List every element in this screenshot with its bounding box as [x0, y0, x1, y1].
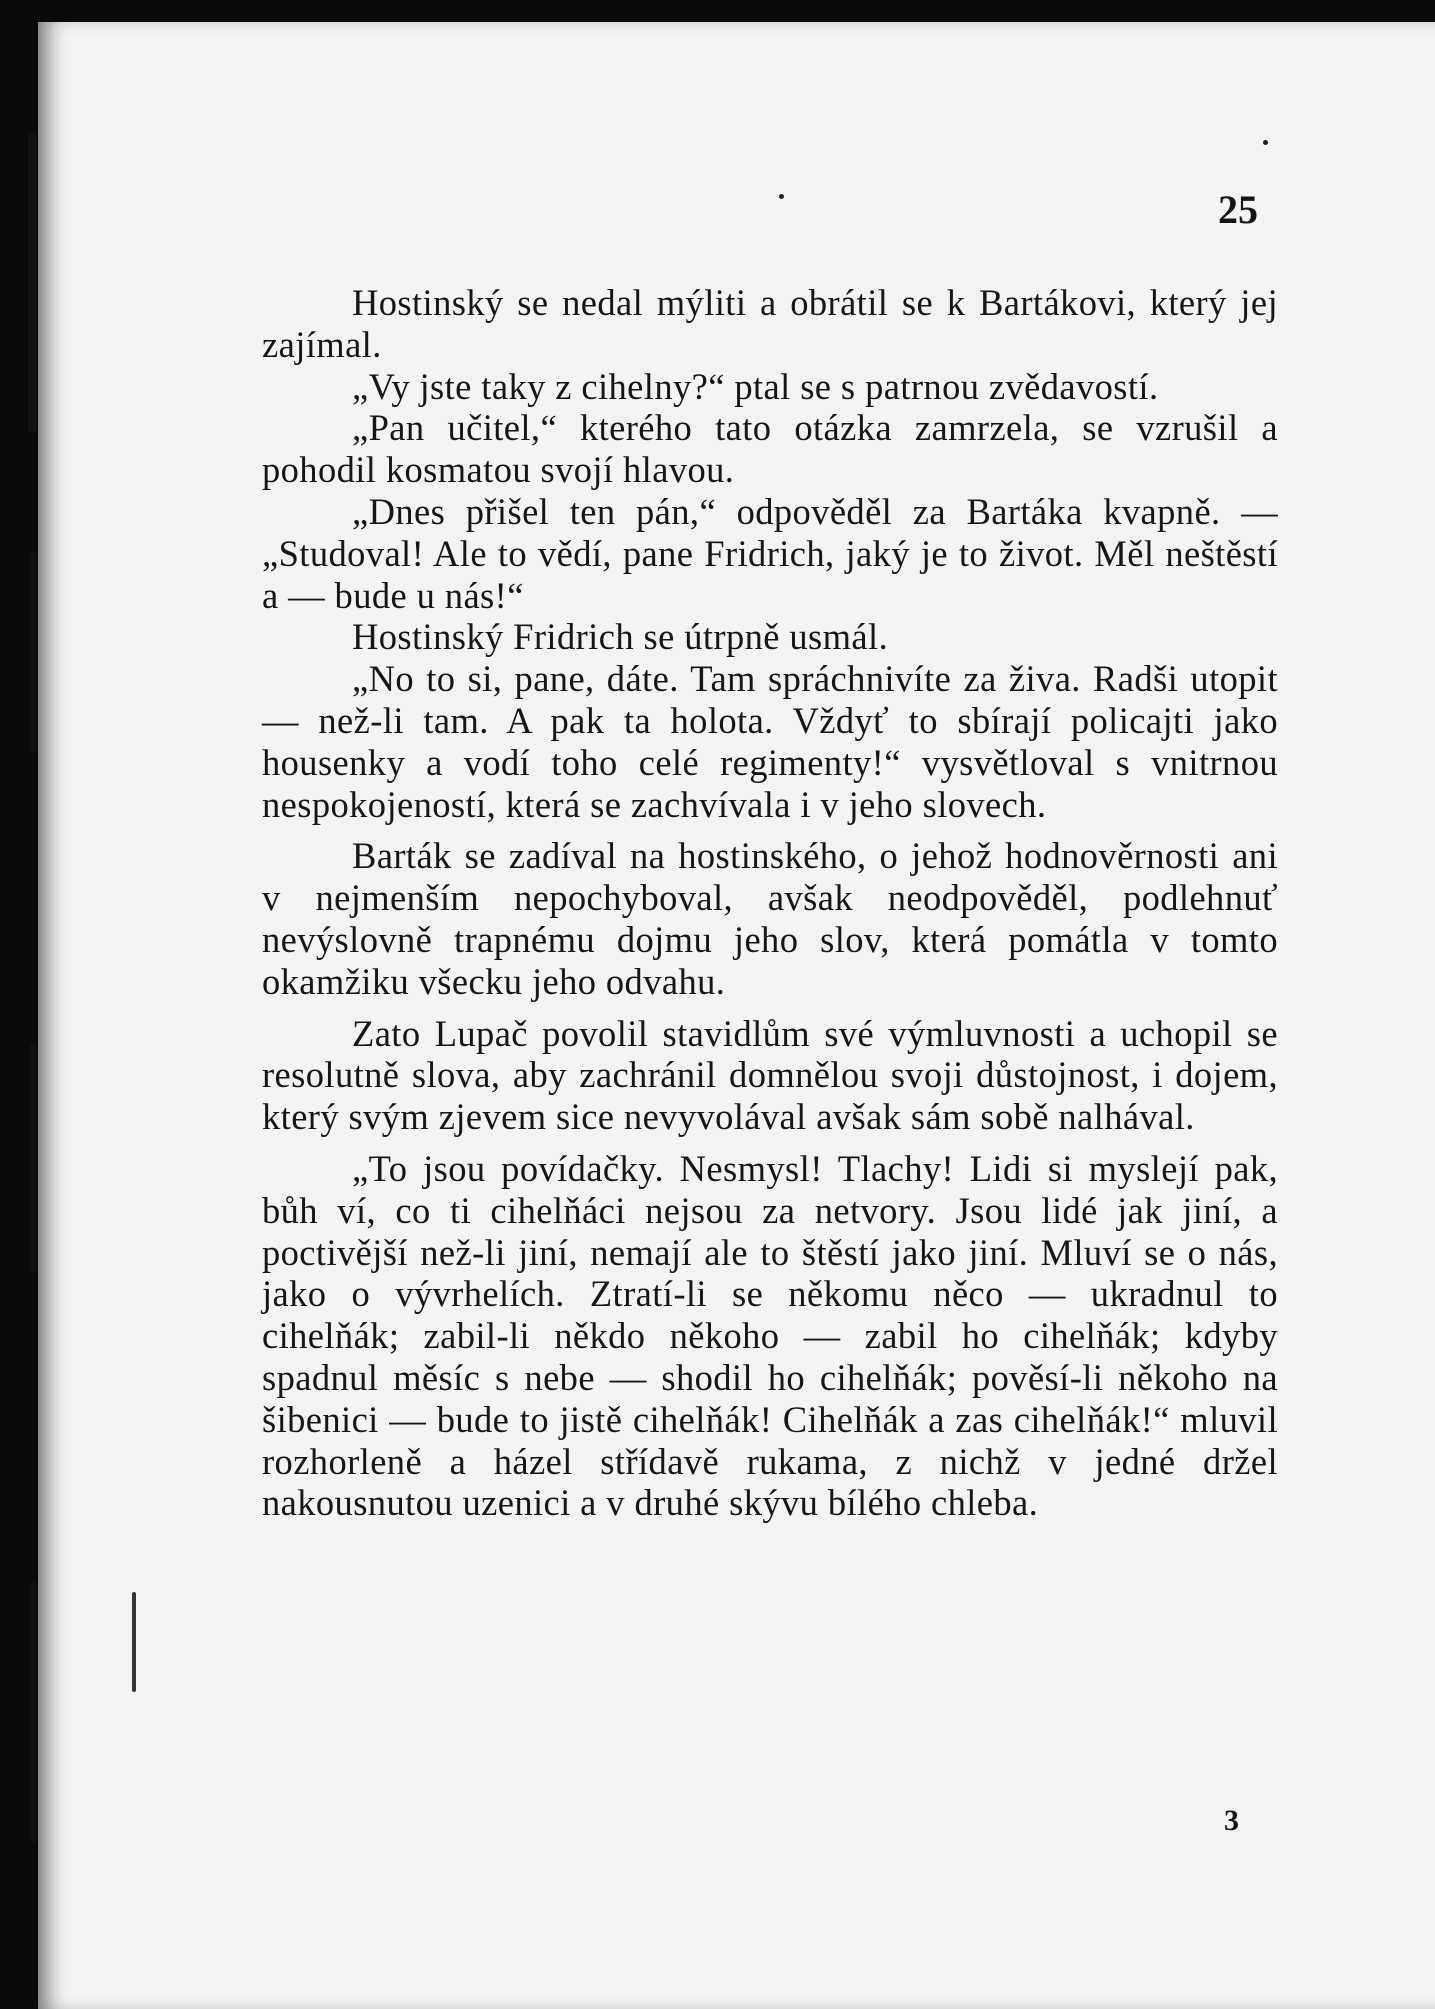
paragraph: Barták se zadíval na hostinského, o jehož hodnověrnosti ani v nejmenším nepochyboval, avšak neodpověděl, podlehnuť nevýslovně trapnému dojmu jeho slov, která pomátla v tomto okamžiku všecku jeho odvahu. — [262, 835, 1278, 1002]
binding-mark — [132, 1592, 136, 1692]
ink-speck — [779, 194, 784, 199]
ink-speck — [1263, 140, 1268, 145]
printer-signature: 3 — [1224, 1804, 1239, 1837]
paragraph: „No to si, pane, dáte. Tam spráchnivíte za živa. Radši utopit — než-li tam. A pak ta holota. Vždyť to sbírají policajti jako housenky a vodí toho celé regimenty!“ vysvětloval s vnitrnou nespokojeností, která se zachvívala i v jeho slovech. — [262, 658, 1278, 825]
binding-mark — [30, 552, 36, 752]
paragraph: „Dnes přišel ten pán,“ odpověděl za Bartáka kvapně. — „Studoval! Ale to vědí, pane Fridrich, jaký je to život. Měl neštěstí a — bude u nás!“ — [262, 490, 1278, 616]
paragraph: Hostinský se nedal mýliti a obrátil se k Bartákovi, který jej zajímal. — [262, 282, 1278, 365]
binding-mark — [30, 1582, 36, 1842]
page-number: 25 — [1218, 187, 1258, 232]
binding-mark — [30, 1042, 36, 1272]
paragraph: Hostinský Fridrich se útrpně usmál. — [352, 616, 889, 658]
binding-mark — [28, 132, 37, 432]
paragraph: „Vy jste taky z cihelny?“ ptal se s patrnou zvědavostí. — [352, 365, 1159, 407]
body-text — [262, 282, 1278, 1524]
paragraph: „Pan učitel,“ kterého tato otázka zamrzela, se vzrušil a pohodil kosmatou svojí hlavou. — [262, 407, 1278, 491]
paragraph: „To jsou povídačky. Nesmysl! Tlachy! Lidi si myslejí pak, bůh ví, co ti cihelňáci nejsou za netvory. Jsou lidé jak jiní, a poctivější než-li jiní, nemají ale to štěstí jako jiní. Mluví se o nás, jako o vývrhelích. Ztratí-li se někomu něco — ukradnul to cihelňák; zabil-li někdo někoho — zabil ho cihelňák; kdyby spadnul měsíc s nebe — shodil ho cihelňák; pověsí-li někoho na šibenici — bude to jistě cihelňák! Cihelňák a zas cihelňák!“ mluvil rozhorleně a házel střídavě rukama, z nichž v jedné držel nakousnutou uzenici a v druhé skývu bílého chleba. — [262, 1147, 1278, 1524]
paragraph: Zato Lupač povolil stavidlům své výmluvnosti a uchopil se resolutně slova, aby zachránil domnělou svoji důstojnost, i dojem, který svým zjevem sice nevyvolával avšak sám sobě nalhával. — [262, 1012, 1278, 1138]
